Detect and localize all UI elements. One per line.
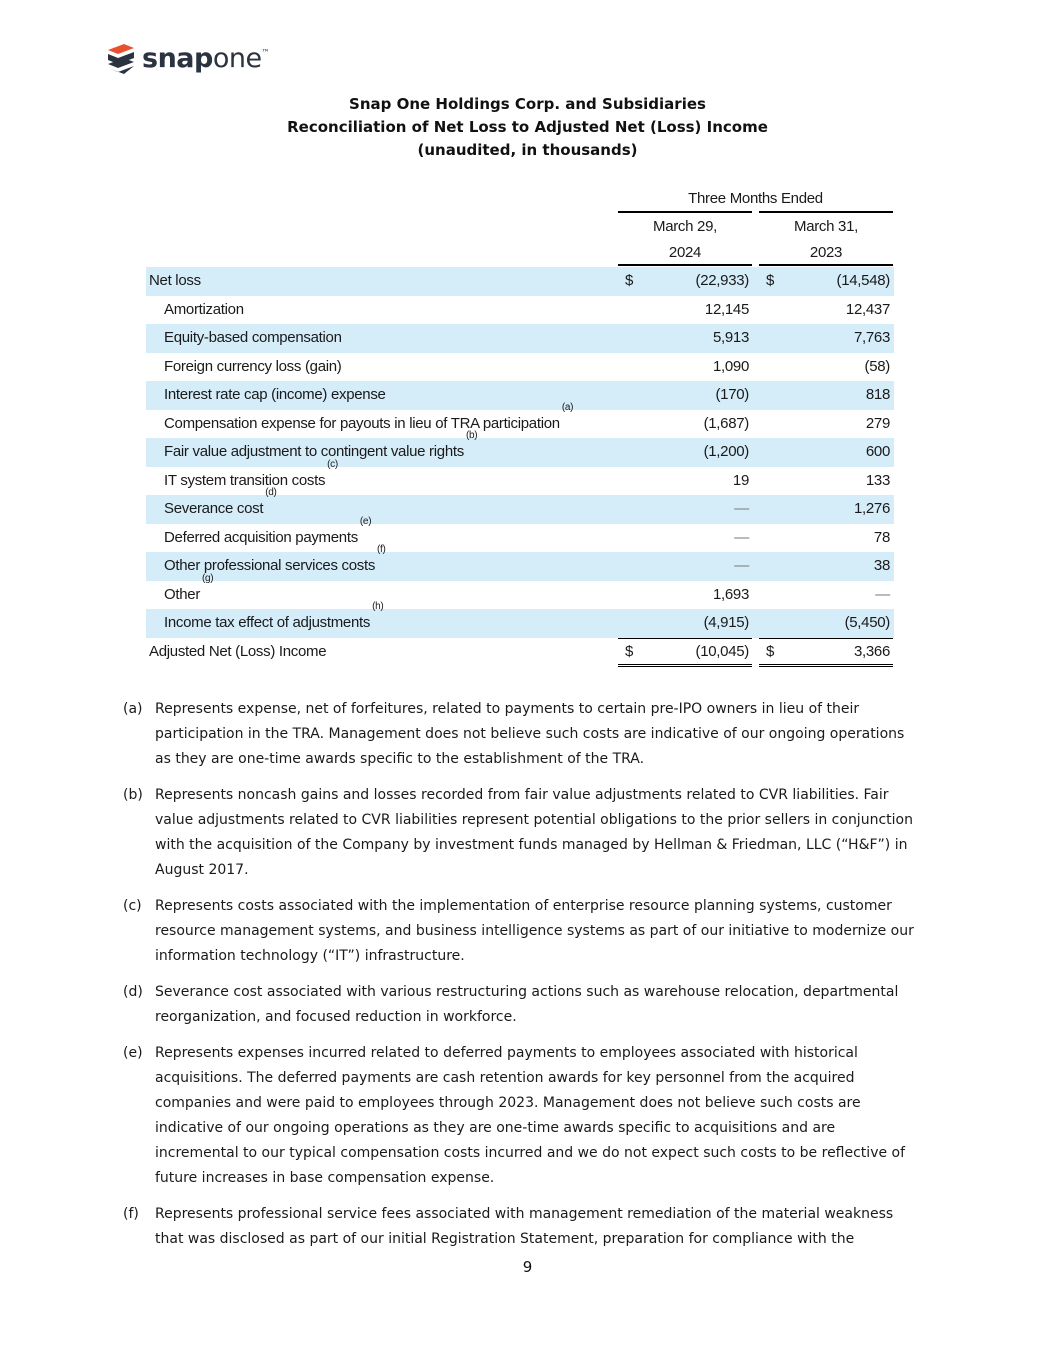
footnote-item	[123, 980, 923, 1030]
row-label: Deferred acquisition payments$^{(e)}$	[164, 515, 372, 546]
footnote-marker: (f)	[123, 1206, 139, 1222]
table-body	[146, 267, 894, 666]
value-2023: 78	[873, 528, 890, 546]
row-label: Compensation expense for payouts in lieu of TRA participation$^{(a)}$	[164, 401, 574, 432]
table-row	[146, 381, 894, 410]
title-statement: Reconciliation of Net Loss to Adjusted Net (Loss) Income	[287, 118, 768, 136]
table-row	[146, 353, 894, 382]
table-row	[146, 296, 894, 325]
value-2024: (10,045)	[695, 642, 749, 660]
header-rule	[759, 211, 893, 213]
page-number: 9	[522, 1258, 533, 1276]
table-row	[146, 267, 894, 296]
value-2024: 5,913	[712, 329, 749, 346]
value-2023: (5,450)	[844, 614, 890, 631]
row-label: Other professional services costs$^{(f)}$	[164, 544, 386, 574]
value-2023: 133	[865, 471, 890, 489]
value-2024: (4,915)	[703, 614, 749, 631]
footnote-ref: (d)	[265, 487, 277, 498]
footnote-ref: (f)	[377, 544, 386, 555]
footnote-ref: (a)	[561, 401, 574, 413]
footnote-ref: (c)	[327, 458, 338, 470]
footnote-ref: (e)	[359, 515, 372, 527]
footnotes	[123, 697, 923, 1263]
footnote-text: Represents professional service fees associated with management remediation of the material weakness that was disclosed as part of our initial Registration Statement, preparation for compliance with the	[155, 1206, 894, 1247]
title-units: (unaudited, in thousands)	[417, 141, 638, 159]
report-title	[0, 93, 1055, 162]
value-2024: (22,933)	[695, 272, 749, 289]
header-rule	[759, 264, 893, 266]
row-label: IT system transition costs$^{(c)}$	[164, 458, 338, 489]
footnote-marker: (d)	[123, 984, 143, 1000]
table-row	[146, 572, 894, 610]
table-row	[146, 324, 894, 353]
value-2024: —	[734, 500, 749, 517]
table-row	[146, 458, 894, 496]
title-company: Snap One Holdings Corp. and Subsidiaries	[349, 95, 706, 113]
currency-symbol: $	[625, 272, 634, 289]
table-row	[146, 638, 894, 667]
footnote-ref: (h)	[372, 601, 384, 612]
header-rule	[618, 264, 752, 266]
value-2024: 19	[732, 471, 749, 489]
footnote-marker: (c)	[123, 898, 142, 914]
row-label: Interest rate cap (income) expense	[164, 386, 386, 403]
footnote-item	[123, 697, 923, 772]
row-label: Amortization	[164, 300, 244, 318]
footnote-text: Severance cost associated with various restructuring actions such as warehouse relocation, departmental reorganization, and focused reduction in workforce.	[155, 984, 899, 1025]
table-row	[146, 601, 894, 638]
value-2023: 600	[865, 443, 890, 460]
value-2023: (58)	[864, 357, 890, 375]
table-row	[146, 515, 894, 553]
period-group-header: Three Months Ended	[688, 190, 823, 207]
value-2024: 1,090	[712, 357, 749, 375]
value-2024: —	[734, 557, 749, 574]
footnote-text: Represents costs associated with the implementation of enterprise resource planning systems, customer resource management systems, and business intelligence systems as part of our initiative to modernize our information technology (“IT”) infrastructure.	[155, 898, 914, 964]
table-row	[146, 487, 894, 524]
total-double-rule	[618, 664, 752, 667]
footnote-text: Represents expense, net of forfeitures, related to payments to certain pre-IPO owners in lieu of their participation in the TRA. Management does not believe such costs are indicative of our ongoing operations as they are one-time awards specific to the establishment of the TRA.	[155, 701, 905, 767]
column-header-2024: March 29, 2024	[653, 218, 717, 261]
currency-symbol: $	[766, 642, 775, 660]
footnote-marker: (b)	[123, 787, 143, 803]
company-logo	[104, 42, 269, 76]
table-row	[146, 544, 894, 581]
value-2023: 1,276	[853, 500, 890, 517]
value-2023: 12,437	[845, 300, 890, 318]
table-row	[146, 430, 894, 467]
row-label: Adjusted Net (Loss) Income	[149, 642, 327, 660]
footnote-ref: (b)	[465, 430, 478, 441]
footnote-text: Represents noncash gains and losses recorded from fair value adjustments related to CVR liabilities. Fair value adjustments related to CVR liabilities represent potential obligations to the prior sellers in conjunction with the acquisition of the Company by investment funds managed by Hellman & Friedman, LLC (“H&F”) in August 2017.	[155, 787, 913, 878]
table-row	[146, 401, 894, 439]
value-2023: 818	[865, 386, 890, 403]
value-2023: (14,548)	[836, 272, 890, 289]
row-label: Equity-based compensation	[164, 329, 342, 346]
currency-symbol: $	[625, 642, 634, 660]
total-rule	[759, 638, 893, 639]
footnote-ref: (g)	[202, 572, 214, 584]
footnote-item	[123, 1202, 923, 1252]
value-2023: 38	[873, 557, 890, 574]
value-2024: 1,693	[712, 585, 749, 603]
column-header-2023: March 31, 2023	[794, 218, 858, 261]
footnote-item	[123, 783, 923, 883]
value-2024: —	[734, 528, 749, 546]
total-rule	[618, 638, 752, 639]
value-2024: (1,200)	[703, 443, 749, 460]
snap-one-logo-icon	[104, 42, 138, 76]
footnote-marker: (a)	[123, 701, 143, 717]
row-label: Income tax effect of adjustments$^{(h)}$	[164, 601, 384, 631]
value-2023: —	[875, 585, 890, 603]
value-2023: 279	[865, 414, 890, 432]
value-2024: (1,687)	[703, 414, 749, 432]
header-rule	[618, 211, 752, 213]
row-label: Other$^{(g)}$	[164, 572, 214, 603]
logo-wordmark: snapone™	[142, 43, 270, 74]
footnote-item	[123, 1041, 923, 1191]
row-label: Foreign currency loss (gain)	[164, 357, 342, 375]
footnote-text: Represents expenses incurred related to deferred payments to employees associated with historical acquisitions. The deferred payments are cash retention awards for key personnel from the acquired companies and were paid to employees through 2023. Management does not believe such costs are indicative of our ongoing operations as they are one-time awards specific to acquisitions and are incremental to our typical compensation costs incurred and we do not expect such costs to be reflective of future increases in base compensation expense.	[155, 1045, 906, 1186]
row-label: Severance cost$^{(d)}$	[164, 487, 277, 517]
total-double-rule	[759, 664, 893, 667]
value-2024: 12,145	[704, 300, 749, 318]
footnote-item	[123, 894, 923, 969]
row-label: Net loss	[149, 272, 201, 289]
value-2023: 7,763	[853, 329, 890, 346]
currency-symbol: $	[766, 272, 775, 289]
value-2023: 3,366	[853, 642, 890, 660]
footnote-marker: (e)	[123, 1045, 143, 1061]
row-label: Fair value adjustment to contingent value rights$^{(b)}$	[164, 430, 478, 460]
value-2024: (170)	[715, 386, 749, 403]
